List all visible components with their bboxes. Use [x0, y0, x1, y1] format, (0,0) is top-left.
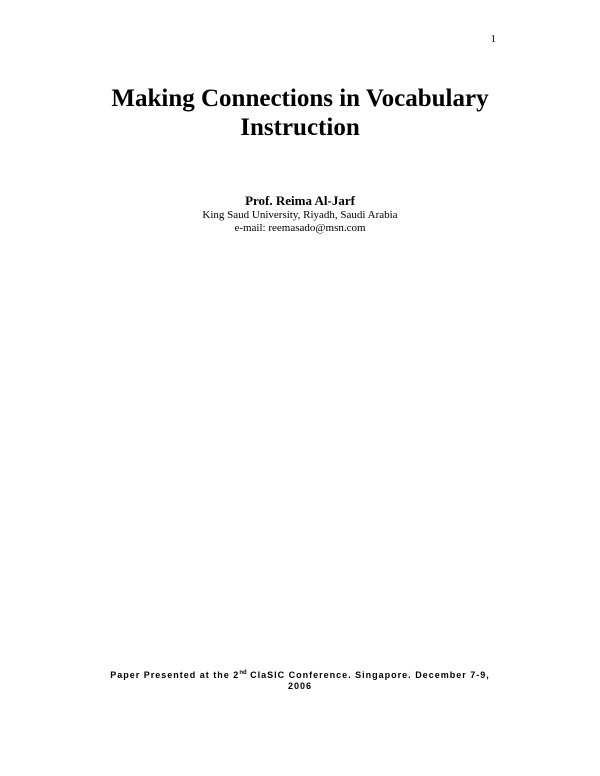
- page-number: 1: [490, 33, 496, 45]
- title-line-2: Instruction: [240, 114, 360, 141]
- footer-superscript: nd: [239, 670, 247, 676]
- author-email: e-mail: reemasado@msn.com: [234, 222, 366, 234]
- paper-title: [0, 84, 600, 142]
- footer-suffix: ClaSIC Conference. Singapore. December 7-9,: [246, 670, 490, 680]
- footer-prefix: Paper Presented at the 2: [110, 670, 240, 680]
- conference-footer: [100, 670, 500, 692]
- author-name: Prof. Reima Al-Jarf: [245, 193, 355, 208]
- title-line-1: Making Connections in Vocabulary: [111, 85, 489, 112]
- author-affiliation: King Saud University, Riyadh, Saudi Arabia: [202, 209, 398, 221]
- author-block: [0, 193, 600, 235]
- footer-year: 2006: [287, 681, 313, 691]
